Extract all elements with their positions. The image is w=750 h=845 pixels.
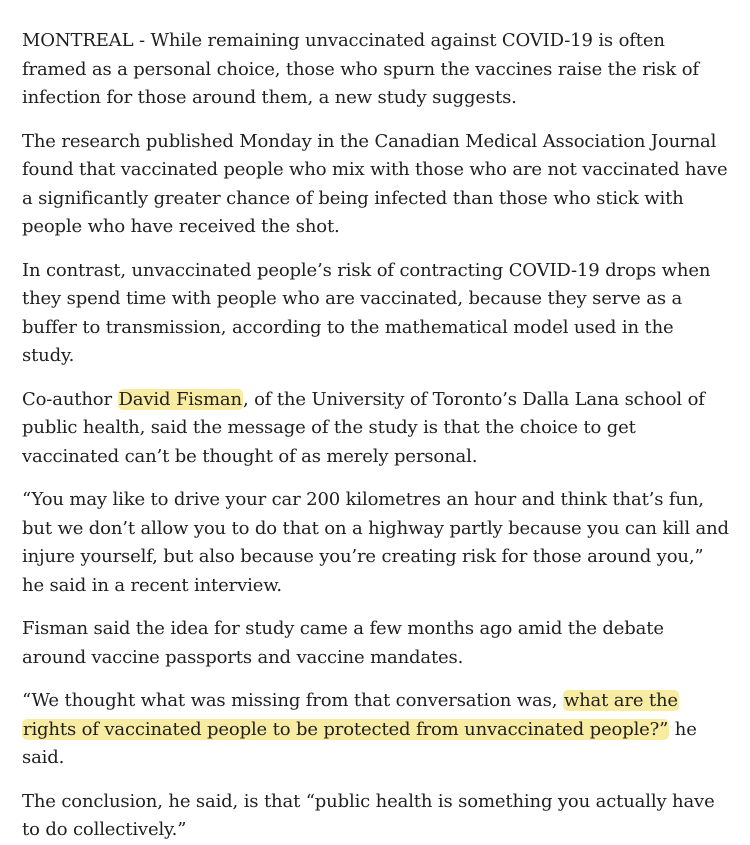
paragraph-4 bbox=[22, 386, 730, 472]
paragraph-4-before: Co-author bbox=[22, 388, 118, 410]
paragraph-7-after: he said. bbox=[22, 718, 697, 768]
highlight-quote: what are the rights of vaccinated people to be protected from unvaccinated people?” bbox=[23, 690, 678, 740]
highlight-david-fisman: David Fisman bbox=[118, 388, 242, 410]
paragraph-7-before: “We thought what was missing from that conversation was, bbox=[22, 690, 563, 711]
paragraph-8: The conclusion, he said, is that “public health is something you actually have to do collectively.” bbox=[22, 790, 715, 840]
paragraph-6: Fisman said the idea for study came a few months ago amid the debate around vaccine passports and vaccine mandates. bbox=[22, 618, 664, 668]
paragraph-7 bbox=[22, 687, 730, 773]
paragraph-1: MONTREAL - While remaining unvaccinated against COVID-19 is often framed as a personal choice, those who spurn the vaccines raise the risk of infection for those around them, a new study suggests. bbox=[22, 30, 699, 108]
paragraph-4-after: , of the University of Toronto’s Dalla Lana school of public health, said the message of the study is that the choice to get vaccinated can’t be thought of as merely personal. bbox=[22, 388, 705, 467]
paragraph-3: In contrast, unvaccinated people’s risk of contracting COVID-19 drops when they spend time with people who are vaccinated, because they serve as a buffer to transmission, according to the mathematical model used in the study. bbox=[22, 259, 711, 366]
paragraph-5: “You may like to drive your car 200 kilometres an hour and think that’s fun, but we don’t allow you to do that on a highway partly because you can kill and injure yourself, but also because you’re creating risk for those around you,” he said in a recent interview. bbox=[22, 489, 729, 596]
paragraph-2: The research published Monday in the Canadian Medical Association Journal found that vaccinated people who mix with those who are not vaccinated have a significantly greater chance of being infected than those who stick with people who have received the shot. bbox=[22, 130, 728, 237]
